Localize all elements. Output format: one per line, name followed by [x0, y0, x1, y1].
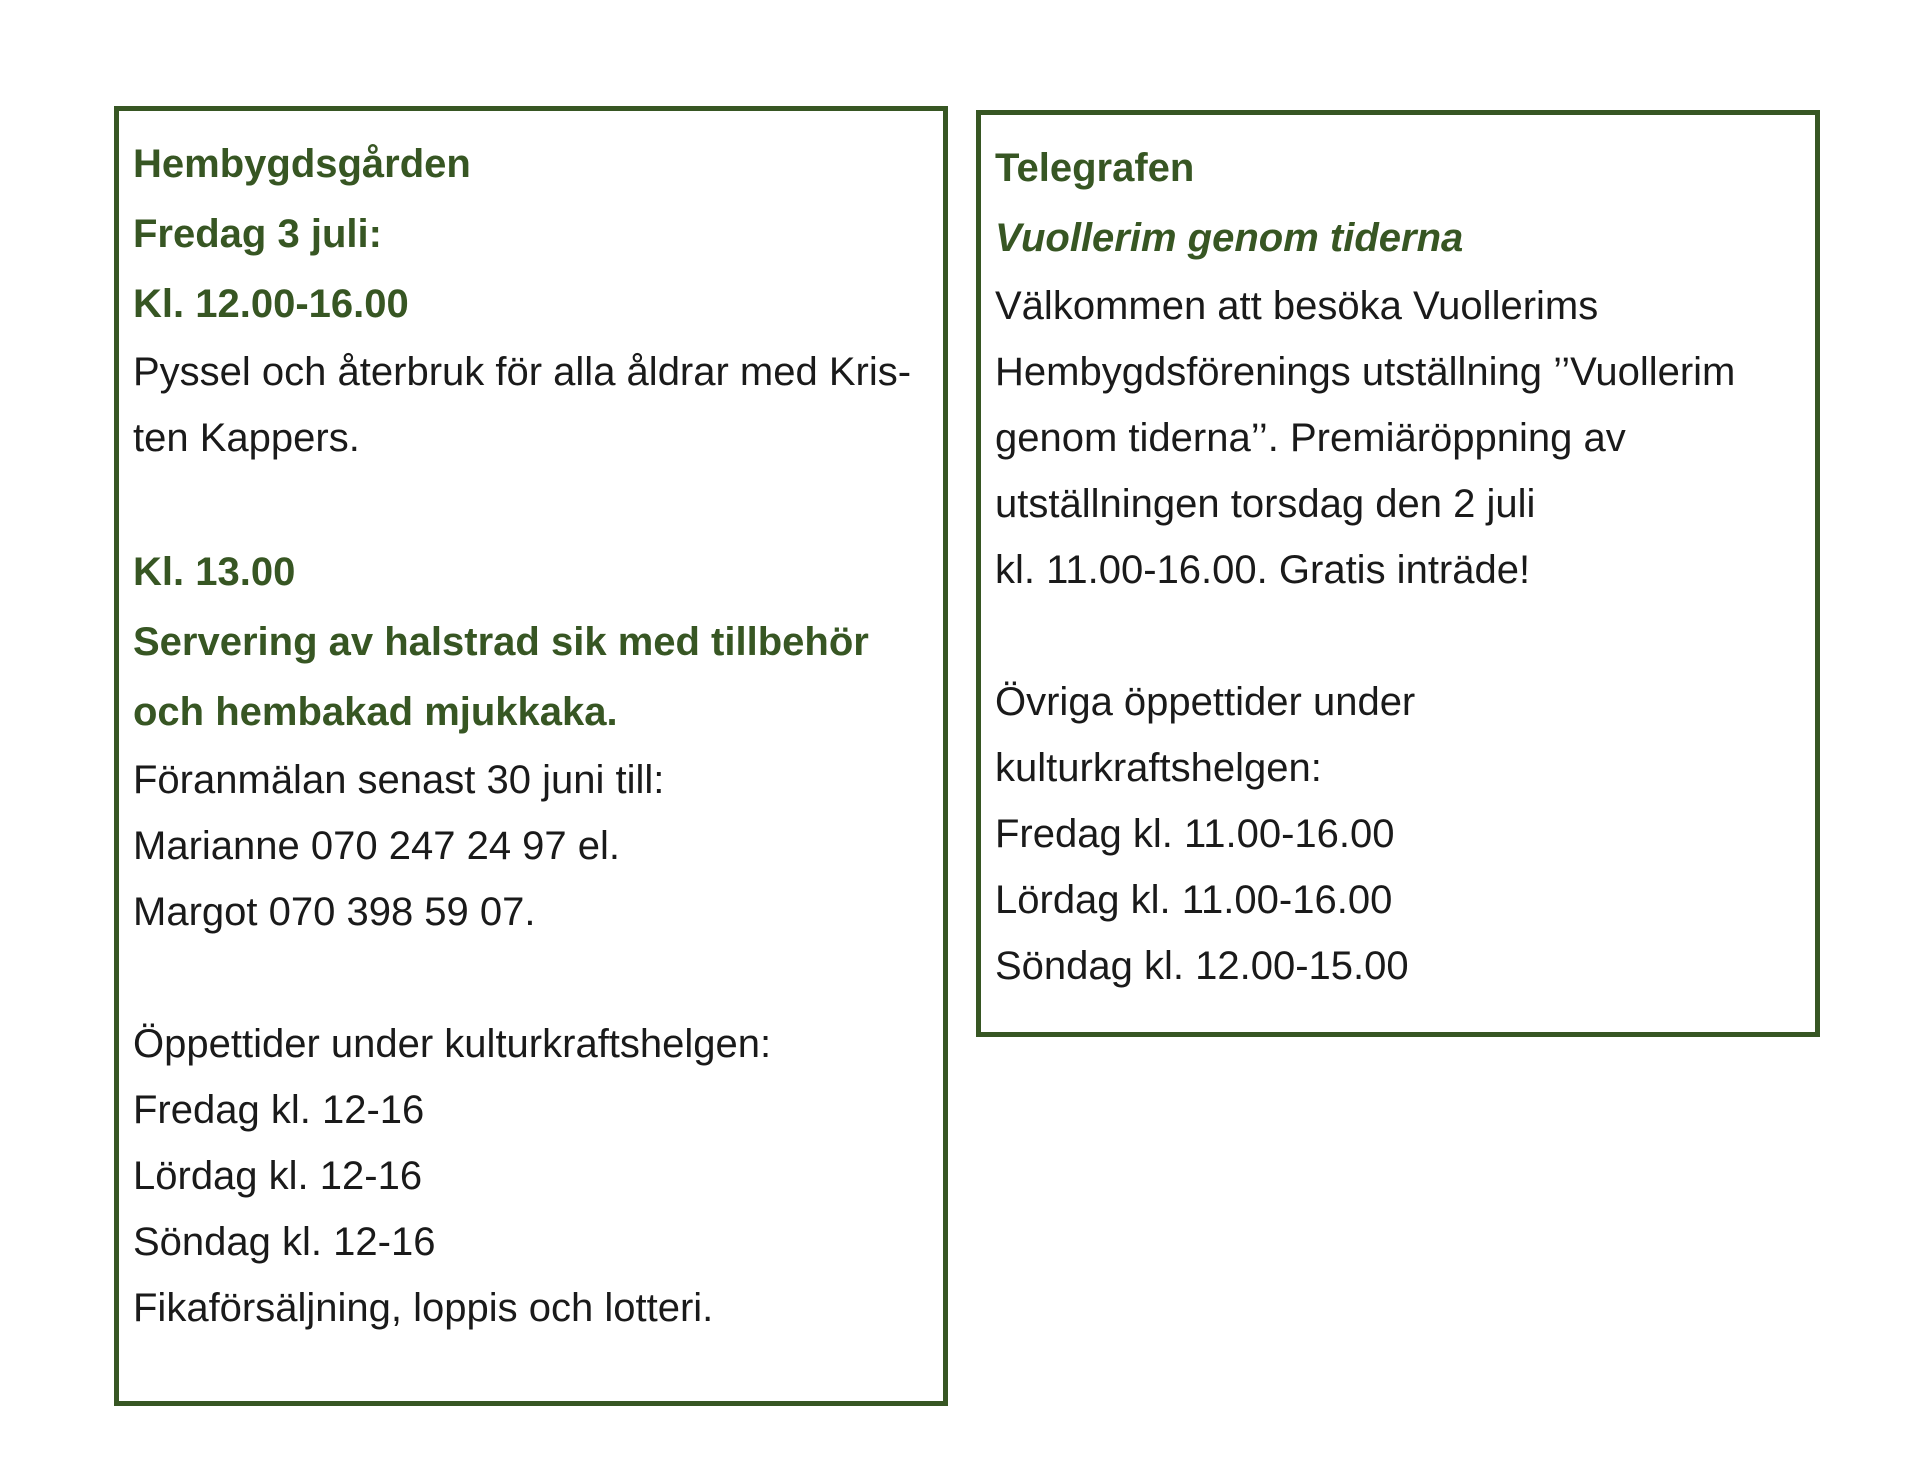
- hours-item: Fredag kl. 11.00-16.00: [995, 812, 1395, 856]
- hours-item: Söndag kl. 12-16: [133, 1220, 436, 1264]
- hours-item: Lördag kl. 11.00-16.00: [995, 878, 1393, 922]
- activity-line-1: Pyssel och återbruk för alla åldrar med Kris-: [133, 350, 912, 394]
- telegrafen-box: [976, 110, 1820, 1037]
- hours-item: Lördag kl. 12-16: [133, 1154, 423, 1198]
- contact-1: Marianne 070 247 24 97 el.: [133, 824, 621, 868]
- hours-heading-1: Övriga öppettider under: [995, 680, 1416, 724]
- serving-line-1: Servering av halstrad sik med tillbehör: [133, 620, 869, 664]
- body-line: Hembygdsförenings utställning ’’Vuollerim: [995, 350, 1736, 394]
- signup-text: Föranmälan senast 30 juni till:: [133, 758, 665, 802]
- body-line: kl. 11.00-16.00. Gratis inträde!: [995, 548, 1531, 592]
- hours-item: Söndag kl. 12.00-15.00: [995, 944, 1409, 988]
- spacer: [133, 945, 943, 1011]
- contact-2: Margot 070 398 59 07.: [133, 890, 536, 934]
- spacer: [133, 471, 943, 537]
- body-line: utställningen torsdag den 2 juli: [995, 482, 1536, 526]
- telegrafen-title: Telegrafen: [995, 146, 1195, 190]
- hembygdsgarden-title: Hembygdsgården: [133, 142, 471, 186]
- hours-item: Fredag kl. 12-16: [133, 1088, 425, 1132]
- body-line: genom tiderna’’. Premiäröppning av: [995, 416, 1626, 460]
- exhibition-subtitle: Vuollerim genom tiderna: [995, 216, 1464, 260]
- activity-line-2: ten Kappers.: [133, 416, 360, 460]
- event-time-1: Kl. 12.00-16.00: [133, 282, 409, 326]
- event-time-2: Kl. 13.00: [133, 550, 296, 594]
- hours-heading: Öppettider under kulturkraftshelgen:: [133, 1022, 772, 1066]
- event-date: Fredag 3 juli:: [133, 212, 382, 256]
- serving-line-2: och hembakad mjukkaka.: [133, 690, 618, 734]
- hours-heading-2: kulturkraftshelgen:: [995, 746, 1322, 790]
- spacer: [995, 603, 1815, 669]
- extra-info: Fikaförsäljning, loppis och lotteri.: [133, 1286, 714, 1330]
- hembygdsgarden-box: [114, 106, 948, 1406]
- body-line: Välkommen att besöka Vuollerims: [995, 284, 1599, 328]
